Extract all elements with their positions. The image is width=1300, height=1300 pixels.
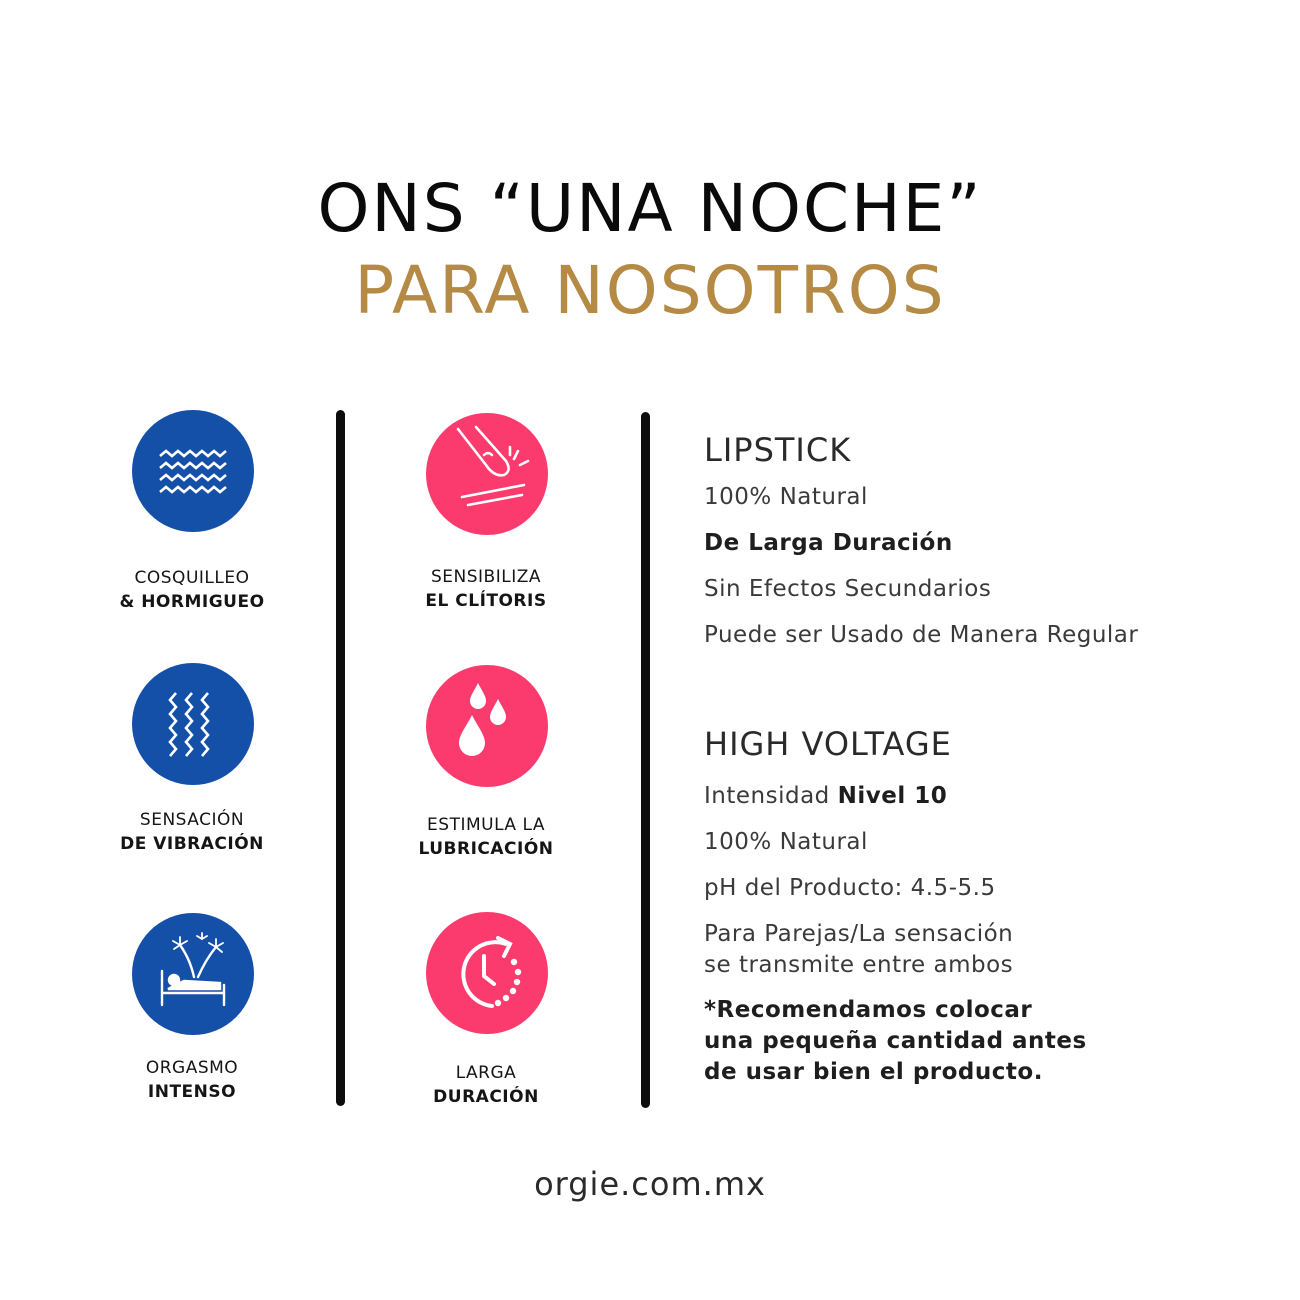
feature-icon-waves <box>132 410 254 532</box>
feature-label-line2: INTENSO <box>147 1082 237 1102</box>
lipstick-title: LIPSTICK <box>704 431 852 469</box>
feature-label-lubrication <box>376 813 596 861</box>
feature-icon-vibration <box>132 663 254 785</box>
note-line: de usar bien el producto. <box>704 1059 1043 1085</box>
feature-label-line1: ESTIMULA LA <box>427 815 545 835</box>
bed-fireworks-icon <box>132 913 254 1035</box>
feature-label-tingling <box>82 566 302 614</box>
website-url: orgie.com.mx <box>534 1165 766 1203</box>
high-voltage-title: HIGH VOLTAGE <box>704 725 952 763</box>
intensity-prefix: Intensidad <box>704 783 830 809</box>
feature-label-line2: DURACIÓN <box>433 1087 539 1107</box>
page-title-line2: PARA NOSOTROS <box>354 252 946 329</box>
note-line: *Recomendamos colocar <box>704 997 1033 1023</box>
feature-label-line2: DE VIBRACIÓN <box>120 834 264 854</box>
feature-label-line1: COSQUILLEO <box>134 568 250 588</box>
high-voltage-item: pH del Producto: 4.5-5.5 <box>704 875 996 901</box>
high-voltage-intensity <box>704 781 947 812</box>
finger-touch-icon <box>426 413 548 535</box>
high-voltage-item: 100% Natural <box>704 829 868 855</box>
feature-icon-orgasm <box>132 913 254 1035</box>
feature-label-orgasm <box>82 1056 302 1104</box>
clock-icon <box>426 912 548 1034</box>
feature-label-line2: & HORMIGUEO <box>119 592 265 612</box>
lipstick-item <box>704 528 953 559</box>
note-line: una pequeña cantidad antes <box>704 1028 1087 1054</box>
lipstick-item: Puede ser Usado de Manera Regular <box>704 622 1139 648</box>
lipstick-item-bold: De Larga Duración <box>704 530 953 556</box>
drops-icon <box>426 665 548 787</box>
feature-label-line1: SENSIBILIZA <box>431 567 541 587</box>
intensity-value: Nivel 10 <box>837 783 948 809</box>
feature-label-line1: SENSACIÓN <box>139 810 245 830</box>
feature-icon-clock <box>426 912 548 1034</box>
page-title-line1: ONS “UNA NOCHE” <box>317 170 983 247</box>
high-voltage-couples <box>704 919 1013 981</box>
waves-icon <box>132 410 254 532</box>
usage-note <box>704 995 1124 1088</box>
feature-label-vibration <box>82 808 302 856</box>
feature-label-line1: ORGASMO <box>145 1058 239 1078</box>
couples-line1: Para Parejas/La sensación <box>704 921 1014 947</box>
feature-label-line2: EL CLÍTORIS <box>425 591 547 611</box>
couples-line2: se transmite entre ambos <box>704 952 1014 978</box>
vibration-icon <box>132 663 254 785</box>
feature-icon-touch <box>426 413 548 535</box>
divider-left <box>336 410 345 1106</box>
lipstick-item: 100% Natural <box>704 484 868 510</box>
divider-right <box>641 412 650 1108</box>
feature-label-duration <box>376 1061 596 1109</box>
feature-icon-drops <box>426 665 548 787</box>
lipstick-item: Sin Efectos Secundarios <box>704 576 992 602</box>
feature-label-line1: LARGA <box>455 1063 517 1083</box>
feature-label-line2: LUBRICACIÓN <box>418 839 554 859</box>
feature-label-sensitize <box>376 565 596 613</box>
